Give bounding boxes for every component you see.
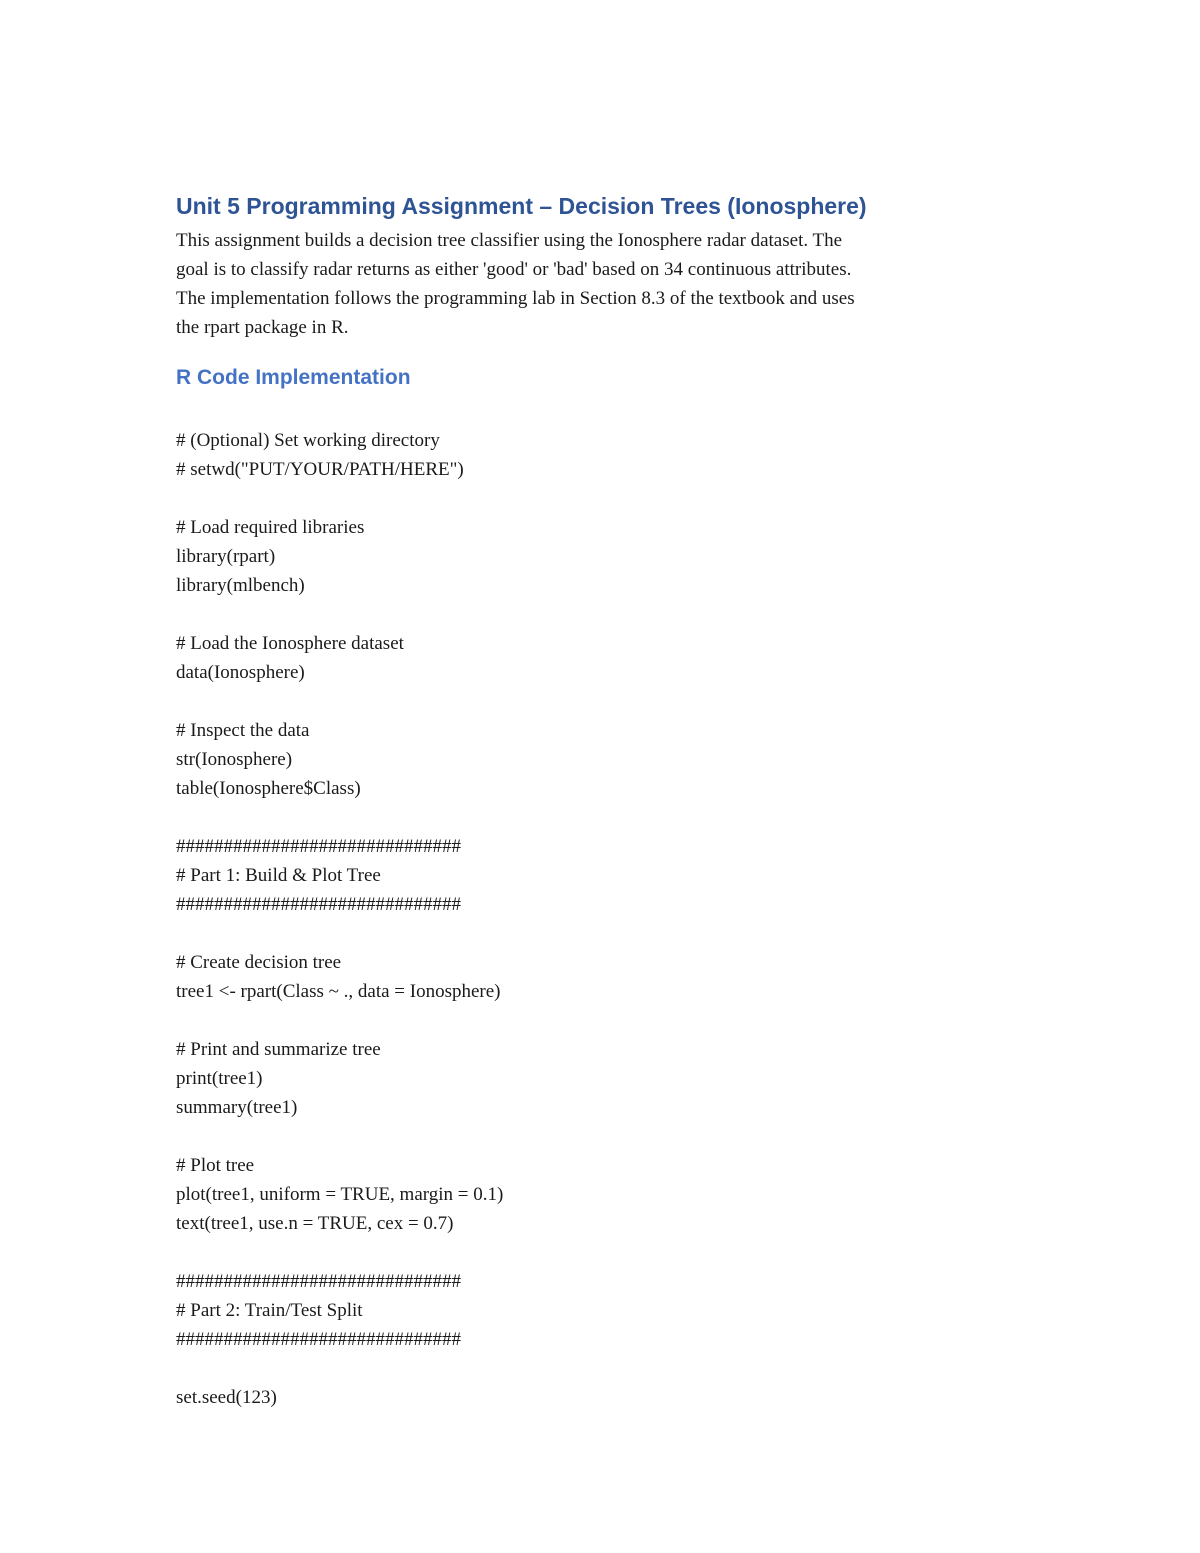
code-line: table(Ionosphere$Class) — [176, 778, 361, 799]
section-heading: R Code Implementation — [176, 366, 411, 389]
code-line: text(tree1, use.n = TRUE, cex = 0.7) — [176, 1213, 454, 1234]
intro-line: The implementation follows the programming lab in Section 8.3 of the textbook and uses — [176, 288, 855, 309]
code-line — [176, 1006, 503, 1035]
code-line — [176, 803, 503, 832]
code-line: # Inspect the data — [176, 720, 310, 741]
code-line: # (Optional) Set working directory — [176, 430, 440, 451]
intro-line: This assignment builds a decision tree classifier using the Ionosphere radar dataset. The — [176, 230, 843, 251]
code-line: # Part 2: Train/Test Split — [176, 1300, 363, 1321]
code-line — [176, 1354, 503, 1383]
code-line: str(Ionosphere) — [176, 749, 293, 770]
intro-line: goal is to classify radar returns as either 'good' or 'bad' based on 34 continuous attributes. — [176, 259, 852, 280]
code-line: # Load required libraries — [176, 517, 365, 538]
code-line: ############################## — [176, 836, 461, 857]
code-line — [176, 919, 503, 948]
code-line: # Part 1: Build & Plot Tree — [176, 865, 381, 886]
code-line: library(rpart) — [176, 546, 276, 567]
code-line: # setwd("PUT/YOUR/PATH/HERE") — [176, 459, 464, 480]
code-line: plot(tree1, uniform = TRUE, margin = 0.1) — [176, 1184, 504, 1205]
code-line — [176, 1122, 503, 1151]
code-line: summary(tree1) — [176, 1097, 298, 1118]
code-line: library(mlbench) — [176, 575, 305, 596]
code-line: ############################## — [176, 1271, 461, 1292]
code-line — [176, 687, 503, 716]
code-line: tree1 <- rpart(Class ~ ., data = Ionosphere) — [176, 981, 501, 1002]
code-line: # Create decision tree — [176, 952, 342, 973]
code-line: ############################## — [176, 894, 461, 915]
code-line: ############################## — [176, 1329, 461, 1350]
intro-paragraph — [176, 226, 1016, 342]
code-line: set.seed(123) — [176, 1387, 277, 1408]
code-line — [176, 1238, 503, 1267]
intro-line: the rpart package in R. — [176, 317, 349, 338]
document-title: Unit 5 Programming Assignment – Decision Trees (Ionosphere) — [176, 193, 867, 219]
code-line: print(tree1) — [176, 1068, 263, 1089]
code-line: data(Ionosphere) — [176, 662, 305, 683]
code-block — [176, 426, 503, 1412]
code-line — [176, 484, 503, 513]
code-line: # Load the Ionosphere dataset — [176, 633, 404, 654]
code-line: # Print and summarize tree — [176, 1039, 381, 1060]
code-line — [176, 600, 503, 629]
code-line: # Plot tree — [176, 1155, 255, 1176]
